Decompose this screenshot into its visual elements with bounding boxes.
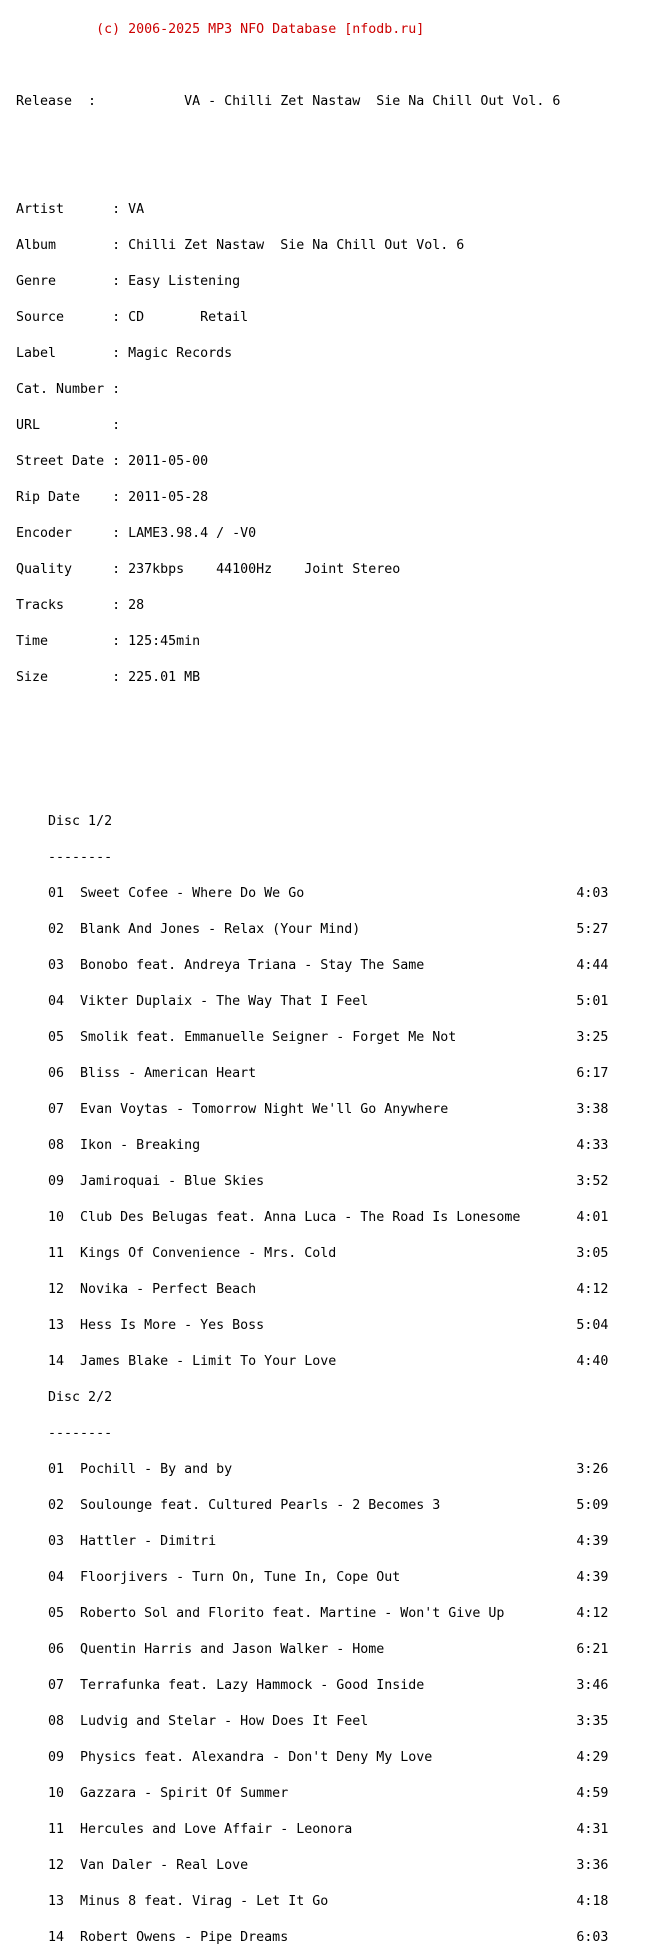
track-line: 11 Kings Of Convenience - Mrs. Cold 3:05 <box>0 1246 609 1261</box>
info-tracks: Tracks : 28 <box>0 598 145 613</box>
track-line: 12 Novika - Perfect Beach 4:12 <box>0 1282 609 1297</box>
track-line: 05 Roberto Sol and Florito feat. Martine - Won't Give Up 4:12 <box>0 1606 609 1621</box>
info-quality: Quality : 237kbps 44100Hz Joint Stereo <box>0 562 401 577</box>
copyright-banner: (c) 2006-2025 MP3 NFO Database [nfodb.ru] <box>0 22 425 37</box>
release-line: Release : VA - Chilli Zet Nastaw Sie Na Chill Out Vol. 6 <box>0 94 561 109</box>
blank-line <box>0 744 608 756</box>
info-source: Source : CD Retail <box>0 310 249 325</box>
track-line: 07 Evan Voytas - Tomorrow Night We'll Go Anywhere 3:38 <box>0 1102 609 1117</box>
track-line: 13 Minus 8 feat. Virag - Let It Go 4:18 <box>0 1894 609 1909</box>
track-line: 03 Bonobo feat. Andreya Triana - Stay The Same 4:44 <box>0 958 609 973</box>
info-rip-date: Rip Date : 2011-05-28 <box>0 490 209 505</box>
blank-line <box>0 780 608 792</box>
info-url: URL : <box>0 418 121 433</box>
track-line: 04 Floorjivers - Turn On, Tune In, Cope Out 4:39 <box>0 1570 609 1585</box>
track-line: 11 Hercules and Love Affair - Leonora 4:31 <box>0 1822 609 1837</box>
track-line: 02 Blank And Jones - Relax (Your Mind) 5:27 <box>0 922 609 937</box>
track-line: 03 Hattler - Dimitri 4:39 <box>0 1534 609 1549</box>
track-line: 09 Jamiroquai - Blue Skies 3:52 <box>0 1174 609 1189</box>
info-label: Label : Magic Records <box>0 346 233 361</box>
track-line: 12 Van Daler - Real Love 3:36 <box>0 1858 609 1873</box>
track-line: 08 Ludvig and Stelar - How Does It Feel 3:35 <box>0 1714 609 1729</box>
info-genre: Genre : Easy Listening <box>0 274 241 289</box>
info-album: Album : Chilli Zet Nastaw Sie Na Chill Out Vol. 6 <box>0 238 465 253</box>
track-line: 04 Vikter Duplaix - The Way That I Feel 5:01 <box>0 994 609 1009</box>
track-line: 14 James Blake - Limit To Your Love 4:40 <box>0 1354 609 1369</box>
track-line: 14 Robert Owens - Pipe Dreams 6:03 <box>0 1930 609 1945</box>
blank-line <box>0 132 608 144</box>
info-size: Size : 225.01 MB <box>0 670 201 685</box>
track-line: 06 Quentin Harris and Jason Walker - Home 6:21 <box>0 1642 609 1657</box>
disc2-rule: -------- <box>0 1426 113 1441</box>
info-street-date: Street Date : 2011-05-00 <box>0 454 209 469</box>
track-line: 02 Soulounge feat. Cultured Pearls - 2 Becomes 3 5:09 <box>0 1498 609 1513</box>
track-line: 07 Terrafunka feat. Lazy Hammock - Good Inside 3:46 <box>0 1678 609 1693</box>
info-time: Time : 125:45min <box>0 634 201 649</box>
track-line: 10 Club Des Belugas feat. Anna Luca - The Road Is Lonesome 4:01 <box>0 1210 609 1225</box>
blank-line <box>0 60 608 72</box>
track-line: 10 Gazzara - Spirit Of Summer 4:59 <box>0 1786 609 1801</box>
disc2-title: Disc 2/2 <box>0 1390 113 1405</box>
track-line: 05 Smolik feat. Emmanuelle Seigner - Forget Me Not 3:25 <box>0 1030 609 1045</box>
track-line: 09 Physics feat. Alexandra - Don't Deny My Love 4:29 <box>0 1750 609 1765</box>
info-encoder: Encoder : LAME3.98.4 / -V0 <box>0 526 257 541</box>
blank-line <box>0 168 608 180</box>
disc1-rule: -------- <box>0 850 113 865</box>
info-cat-number: Cat. Number : <box>0 382 121 397</box>
disc1-title: Disc 1/2 <box>0 814 113 829</box>
track-line: 06 Bliss - American Heart 6:17 <box>0 1066 609 1081</box>
track-line: 01 Pochill - By and by 3:26 <box>0 1462 609 1477</box>
track-line: 01 Sweet Cofee - Where Do We Go 4:03 <box>0 886 609 901</box>
blank-line <box>0 708 608 720</box>
track-line: 13 Hess Is More - Yes Boss 5:04 <box>0 1318 609 1333</box>
info-artist: Artist : VA <box>0 202 145 217</box>
track-line: 08 Ikon - Breaking 4:33 <box>0 1138 609 1153</box>
